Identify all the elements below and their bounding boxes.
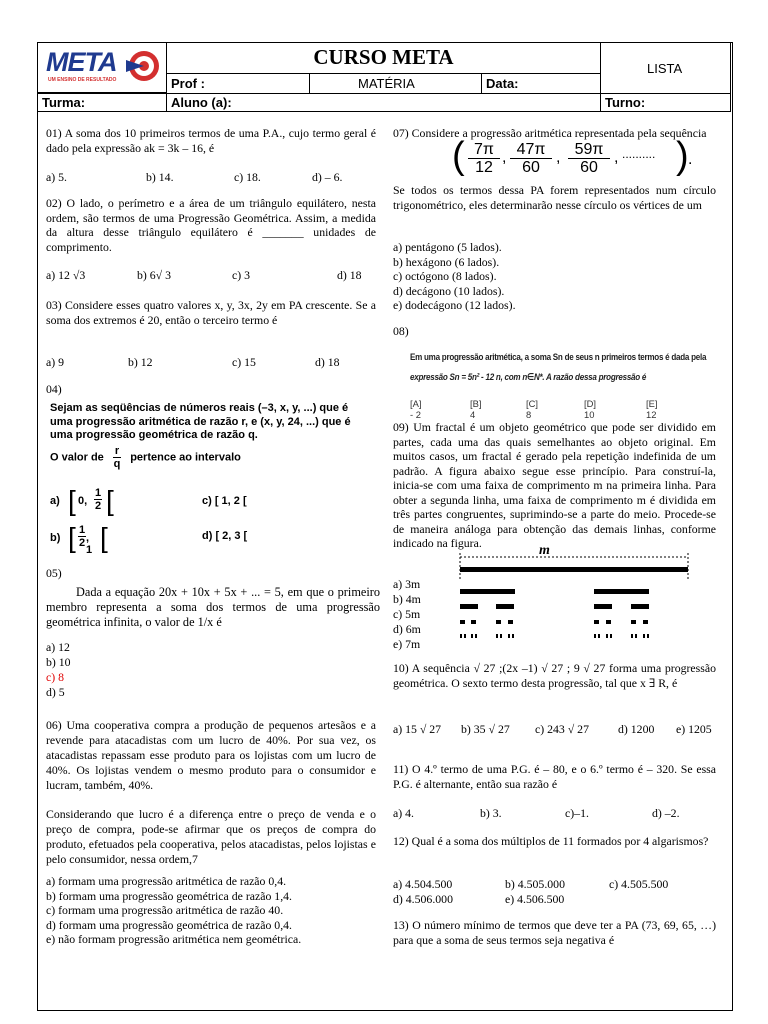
page-title: CURSO META <box>313 45 454 69</box>
question-06-options <box>46 874 376 947</box>
question-text: 02) O lado, o perímetro e a área de um triângulo equilátero, nesta ordem, são termos de uma Progressão Geométrica. Assim, a medida da altura desse triângulo equilátero é _______ unidades de comprimento. <box>46 196 376 254</box>
fraction-r-q <box>113 445 121 470</box>
option-d: d) –2. <box>652 806 680 820</box>
term-3 <box>568 141 610 176</box>
option-b: b) hexágono (6 lados). <box>393 254 500 269</box>
option-b: b) 3. <box>480 806 502 820</box>
question-text-2: Considerando que lucro é a diferença entre o preço de venda e o preço de compra, pode-se afirmar que os preços de compra do produto, efetuados pela cooperativa, pelos atacadistas, pelos lojistas e pelo consumidor, nessa ordem,7 <box>46 807 376 866</box>
interval-end: , 1 <box>86 532 93 556</box>
question-08 <box>410 347 707 387</box>
logo-box <box>37 42 167 93</box>
question-text: Se todos os termos dessa PA forem representados num círculo trigonométrico, eles determinarão nesse círculo os vértices de um <box>393 183 716 212</box>
option-b: b) 10 <box>46 655 71 669</box>
option-d: d) 5 <box>46 685 65 699</box>
option-d: d) 4.506.000 <box>393 892 453 906</box>
data-box <box>481 73 601 94</box>
question-text: Sejam as seqüências de números reais (–3, x, y, ...) que é uma progressão aritmética de razão r, e (x, y, 24, ...) que é uma progressão geométrica de razão q. <box>50 402 351 441</box>
option-d: d) formam uma progressão geométrica de razão 0,4. <box>46 917 292 932</box>
question-07 <box>393 126 716 141</box>
option-a: a) 12 <box>46 640 70 654</box>
prof-label: Prof : <box>171 76 205 91</box>
fraction-den: q <box>113 458 121 470</box>
title-box <box>166 42 601 74</box>
option-e: e) não formam progressão aritmética nem geométrica. <box>46 932 302 946</box>
option-c: c) 18. <box>234 170 261 184</box>
logo-subtitle: UM ENSINO DE RESULTADO <box>48 77 117 83</box>
option-b: [B] 4 <box>470 398 482 420</box>
question-04-option-d: d) [ 2, 3 [ <box>202 530 248 542</box>
option-label: b) <box>50 532 61 544</box>
question-text: 11) O 4.º termo de uma P.G. é – 80, e o 6.º termo é – 320. Se essa P.G. é alternante, então sua razão é <box>393 762 716 791</box>
option-b: b) formam uma progressão geométrica de razão 1,4. <box>46 888 292 903</box>
option-a: a) 4. <box>393 806 414 820</box>
option-d: d) 6m <box>393 622 421 636</box>
data-label: Data: <box>486 76 519 91</box>
term-num: 59π <box>568 141 610 159</box>
option-b: b) 35 √ 27 <box>461 722 510 736</box>
fraction-half <box>94 487 102 512</box>
question-10 <box>393 661 716 690</box>
turma-box <box>37 93 167 112</box>
option-a: a) 4.504.500 <box>393 877 453 891</box>
option-e: e) 4.506.500 <box>505 892 565 906</box>
question-05-options <box>46 640 146 700</box>
option-b: b) 12 <box>128 355 153 369</box>
question-text: Em uma progressão aritmética, a soma Sn de seus n primeiros termos é dada pela <box>410 351 707 362</box>
option-c: c)–1. <box>565 806 589 820</box>
option-c: c) octógono (8 lados). <box>393 269 497 283</box>
question-12 <box>393 834 716 849</box>
option-b: b) 4.505.000 <box>505 877 565 891</box>
question-text: 01) A soma dos 10 primeiros termos de uma P.A., cujo termo geral é dado pela expressão ak = 3k – 16, é <box>46 126 376 155</box>
turno-box <box>600 93 731 112</box>
option-a: a) 5. <box>46 170 67 184</box>
option-e: e) 1205 <box>676 722 712 736</box>
prof-box <box>166 73 310 94</box>
m-label: m <box>539 543 550 558</box>
materia-label: MATÉRIA <box>358 76 415 91</box>
option-e: e) dodecágono (12 lados). <box>393 298 516 312</box>
aluno-box <box>166 93 601 112</box>
option-d: d) 1200 <box>618 722 655 736</box>
term-num: 47π <box>510 141 552 159</box>
question-text: 10) A sequência √ 27 ;(2x –1) √ 27 ; 9 √ 27 forma uma progressão geométrica. O sexto termo desta progressão, tal que x ∃ R, é <box>393 661 716 690</box>
question-text-2: expressão Sn = 5n² - 12 n, com n∈N*. A razão dessa progressão é <box>410 371 647 382</box>
option-d: d) 18 <box>337 268 362 282</box>
option-d: d) – 6. <box>312 170 343 184</box>
option-a: a) 12 √3 <box>46 268 86 282</box>
question-07-options <box>393 240 716 313</box>
valor-suffix: pertence ao intervalo <box>130 451 241 464</box>
question-text: Dada a equação 20x + 10x + 5x + ... = 5, em que o primeiro membro representa a soma dos termos de uma progressão geométrica infinita, o valor de 1/x é <box>46 585 380 629</box>
lista-box <box>600 42 731 94</box>
option-e: e) 7m <box>393 637 421 651</box>
term-1 <box>468 141 500 176</box>
bracket-open: [ <box>68 522 76 553</box>
question-07-text2 <box>393 183 716 212</box>
option-a: [A] - 2 <box>410 398 422 420</box>
question-text: 09) Um fractal é um objeto geométrico que pode ser dividido em partes, cada uma das quais semelhantes ao objeto original. Em muitos casos, um fractal é gerado pela repetição indefinida de um padrão. A figura abaixo segue esse princípio. Para construí-la, inicia-se com uma faixa de comprimento m na primeira linha. Para obter a segunda linha, uma faixa de comprimento m é dividida em três partes congruentes, suprimindo-se a parte do meio. Procede-se de maneira análoga para obtenção das demais linhas, conforme indicado na figura. <box>393 420 716 550</box>
target-icon <box>126 49 162 85</box>
fraction-num: 1 <box>79 524 86 536</box>
question-13 <box>393 918 716 947</box>
question-text: 07) Considere a progressão aritmética representada pela sequência <box>393 126 707 140</box>
aluno-label: Aluno (a): <box>171 95 232 110</box>
logo-text: META <box>46 47 117 77</box>
paren-close: ) <box>676 135 689 177</box>
fraction-den: 2 <box>79 537 86 549</box>
term-num: 7π <box>468 141 500 159</box>
option-c: c) 8 <box>46 670 65 684</box>
option-d: [D] 10 <box>584 398 596 420</box>
option-c: c) 243 √ 27 <box>535 722 589 736</box>
fractal-drawing <box>456 544 692 646</box>
sequence-display: ( $\frac{7\pi}{12}$ , $\frac{47\pi}{60}$ , $\frac{59\pi}{60}$ , .......... ) . <box>452 135 693 177</box>
valor-prefix: O valor de <box>50 451 104 464</box>
bracket-close: [ <box>106 485 114 516</box>
term-2 <box>510 141 552 176</box>
fraction-den: 2 <box>95 500 102 512</box>
question-08-number: 08) <box>393 324 409 338</box>
option-a: a) 15 √ 27 <box>393 722 442 736</box>
question-text: 13) O número mínimo de termos que deve ter a PA (73, 69, 65, …) para que a soma de seus termos seja negativa é <box>393 918 716 947</box>
paren-open: ( <box>452 135 465 177</box>
fraction-half <box>78 524 86 549</box>
question-03 <box>46 298 376 327</box>
logo <box>46 49 161 89</box>
question-04-valor <box>50 445 241 470</box>
turma-label: Turma: <box>42 95 86 110</box>
fraction-num: 1 <box>95 487 102 499</box>
option-c: c) 5m <box>393 607 421 621</box>
question-09 <box>393 420 716 551</box>
option-b: b) 6√ 3 <box>137 268 171 282</box>
question-05-number: 05) <box>46 566 62 580</box>
question-04-number: 04) <box>46 382 62 396</box>
option-b: b) 14. <box>146 170 174 184</box>
option-a: a) 3m <box>393 577 421 591</box>
option-c: [C] 8 <box>526 398 538 420</box>
bracket-close: [ <box>100 522 108 553</box>
option-a: a) formam uma progressão aritmética de razão 0,4. <box>46 874 287 888</box>
fractal-figure <box>456 544 692 646</box>
option-label: a) <box>50 495 60 507</box>
question-04 <box>50 402 372 443</box>
question-11 <box>393 762 716 791</box>
term-den: 12 <box>475 159 493 176</box>
option-d: d) decágono (10 lados). <box>393 283 505 298</box>
bracket-open: [ <box>68 485 76 516</box>
question-text: 03) Considere esses quatro valores x, y, 3x, 2y em PA crescente. Se a soma dos extremos é 20, então o terceiro termo é <box>46 298 376 327</box>
question-05 <box>46 585 380 630</box>
option-b: b) 4m <box>393 592 421 606</box>
question-04-option-c: c) [ 1, 2 [ <box>202 495 247 507</box>
question-text: 06) Uma cooperativa compra a produção de pequenos artesãos e a revende para atacadistas com um lucro de 40%. Por sua vez, os atacadistas repassam esse produto para os lojistas com um lucro de 40%. Os lojistas vendem o mesmo produto para o consumidor e lucram, também, 40%. <box>46 718 376 792</box>
question-01 <box>46 126 376 155</box>
interval-start: 0, <box>78 495 88 507</box>
option-a: a) 9 <box>46 355 65 369</box>
question-09-options <box>393 577 453 652</box>
lista-label: LISTA <box>647 61 683 76</box>
question-06 <box>46 718 376 867</box>
option-c: c) formam uma progressão aritmética de razão 40. <box>46 903 284 917</box>
question-text: 12) Qual é a soma dos múltiplos de 11 formados por 4 algarismos? <box>393 834 709 848</box>
question-02 <box>46 196 376 254</box>
option-c: c) 15 <box>232 355 256 369</box>
materia-box <box>309 73 482 94</box>
option-e: [E] 12 <box>646 398 658 420</box>
option-c: c) 3 <box>232 268 251 282</box>
turno-label: Turno: <box>605 95 646 110</box>
term-den: 60 <box>522 159 540 176</box>
ellipsis: .......... <box>622 147 656 161</box>
option-d: d) 18 <box>315 355 340 369</box>
option-a: a) pentágono (5 lados). <box>393 240 502 254</box>
fraction-num: r <box>114 445 120 457</box>
option-c: c) 4.505.500 <box>609 877 669 891</box>
term-den: 60 <box>580 159 598 176</box>
